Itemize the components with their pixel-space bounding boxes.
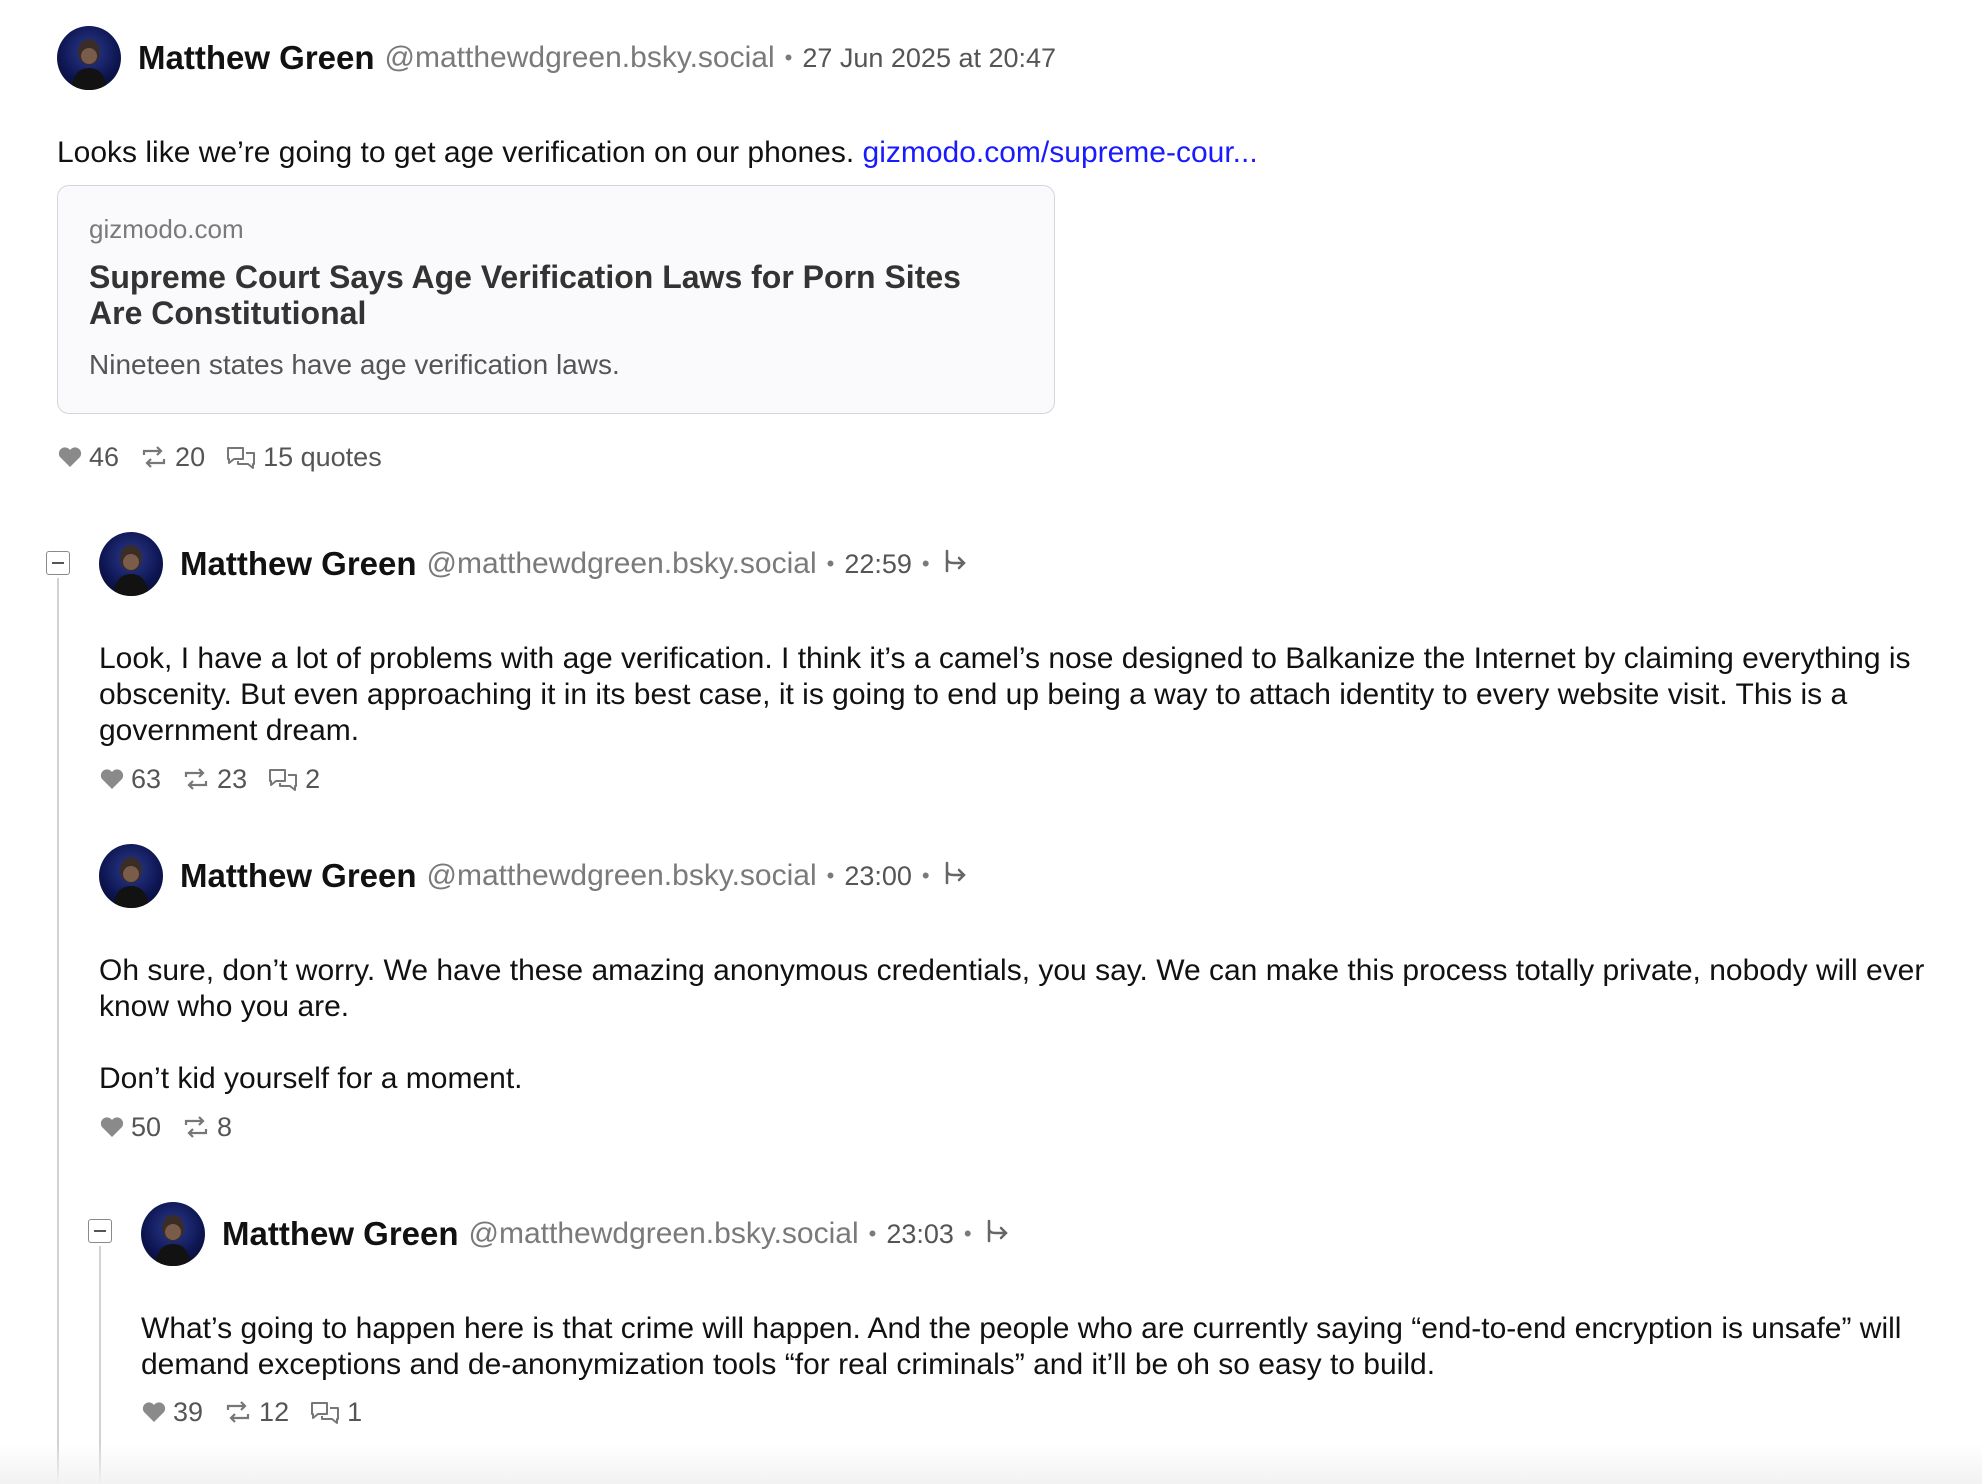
like-count-value: 46	[89, 441, 120, 472]
repost-icon	[139, 445, 169, 469]
post-text: What’s going to happen here is that crime will happen. And the people who are currently saying “end-to-end encryption is unsafe” will demand exceptions and de-anonymization tools “for real criminals” and it’ll be oh so easy to build.	[141, 1312, 1910, 1381]
like-count-value: 63	[131, 763, 162, 794]
separator-dot: •	[868, 1221, 877, 1246]
card-title: Supreme Court Says Age Verification Laws for Porn Sites Are Constitutional	[89, 259, 961, 331]
repost-icon	[223, 1400, 253, 1424]
author-name[interactable]: Matthew Green	[180, 857, 417, 894]
separator-dot: •	[921, 551, 930, 576]
quote-icon	[225, 444, 257, 470]
author-handle[interactable]: @matthewdgreen.bsky.social	[426, 859, 817, 892]
reply-thread-icon[interactable]	[942, 861, 970, 891]
quote-count-value: 2	[305, 763, 321, 794]
card-description: Nineteen states have age verification laws.	[89, 349, 620, 380]
repost-icon	[181, 767, 211, 791]
separator-dot: •	[963, 1221, 972, 1246]
reply-thread-icon[interactable]	[984, 1219, 1012, 1249]
post-link[interactable]: gizmodo.com/supreme-cour...	[862, 136, 1258, 169]
separator-dot: •	[826, 863, 835, 888]
post-root	[57, 25, 1937, 171]
author-name[interactable]: Matthew Green	[180, 545, 417, 582]
author-handle[interactable]: @matthewdgreen.bsky.social	[384, 41, 775, 74]
quote-count[interactable]	[309, 1397, 362, 1428]
author-name[interactable]: Matthew Green	[138, 39, 375, 76]
author-handle[interactable]: @matthewdgreen.bsky.social	[468, 1217, 859, 1250]
card-domain: gizmodo.com	[89, 214, 244, 244]
like-count[interactable]	[99, 1112, 161, 1143]
post-stats	[99, 1107, 252, 1147]
author-handle[interactable]: @matthewdgreen.bsky.social	[426, 547, 817, 580]
repost-count-value: 23	[217, 763, 248, 794]
heart-icon	[141, 1400, 167, 1424]
quote-count[interactable]	[225, 442, 382, 473]
post-stats	[141, 1392, 382, 1432]
post-text-body: Looks like we’re going to get age verification on our phones.	[57, 136, 863, 169]
quote-icon	[309, 1399, 341, 1425]
like-count[interactable]	[141, 1397, 203, 1428]
heart-icon	[57, 445, 83, 469]
heart-icon	[99, 1115, 125, 1139]
repost-count-value: 8	[217, 1111, 233, 1142]
post-timestamp[interactable]: 23:03	[886, 1218, 954, 1249]
repost-count-value: 12	[259, 1396, 290, 1427]
repost-count[interactable]	[223, 1397, 289, 1428]
repost-icon	[181, 1115, 211, 1139]
repost-count[interactable]	[139, 442, 205, 473]
avatar[interactable]	[99, 844, 163, 908]
post-header	[141, 1201, 1961, 1267]
avatar[interactable]	[141, 1202, 205, 1266]
like-count-value: 39	[173, 1396, 204, 1427]
quote-count-value: 15 quotes	[263, 441, 382, 472]
post-timestamp[interactable]: 22:59	[844, 548, 912, 579]
post-reply	[99, 843, 1959, 1097]
collapse-thread-button[interactable]	[46, 551, 70, 575]
collapse-thread-button[interactable]	[88, 1219, 112, 1243]
post-timestamp[interactable]: 27 Jun 2025 at 20:47	[802, 42, 1057, 73]
post-timestamp[interactable]: 23:00	[844, 860, 912, 891]
quote-count[interactable]	[267, 764, 320, 795]
author-name[interactable]: Matthew Green	[222, 1215, 459, 1252]
repost-count[interactable]	[181, 1112, 232, 1143]
repost-count[interactable]	[181, 764, 247, 795]
link-card[interactable]	[57, 185, 1055, 414]
avatar[interactable]	[57, 26, 121, 90]
like-count[interactable]	[57, 442, 119, 473]
post-text	[57, 135, 1937, 171]
post-stats	[99, 759, 340, 799]
post-stats	[57, 437, 402, 477]
post-header	[99, 531, 1959, 597]
bottom-fade	[0, 1444, 1982, 1484]
post-header	[99, 843, 1959, 909]
like-count-value: 50	[131, 1111, 162, 1142]
avatar[interactable]	[99, 532, 163, 596]
post-header	[57, 25, 1937, 91]
separator-dot: •	[826, 551, 835, 576]
quote-count-value: 1	[347, 1396, 363, 1427]
repost-count-value: 20	[175, 441, 206, 472]
quote-icon	[267, 766, 299, 792]
thread-line[interactable]	[57, 578, 59, 1484]
post-text: Look, I have a lot of problems with age verification. I think it’s a camel’s nose designed to Balkanize the Internet by claiming everything is obscenity. But even approaching it in its best case, it is going to end up being a way to attach identity to every website visit. This is a government dream.	[99, 642, 1919, 747]
reply-thread-icon[interactable]	[942, 549, 970, 579]
post-reply	[99, 531, 1959, 749]
separator-dot: •	[784, 45, 793, 70]
like-count[interactable]	[99, 764, 161, 795]
heart-icon	[99, 767, 125, 791]
post-text: Oh sure, don’t worry. We have these amazing anonymous credentials, you say. We can make this process totally private, nobody will ever know who you are. Don’t kid yourself for a moment.	[99, 954, 1925, 1095]
separator-dot: •	[921, 863, 930, 888]
post-reply	[141, 1201, 1961, 1383]
